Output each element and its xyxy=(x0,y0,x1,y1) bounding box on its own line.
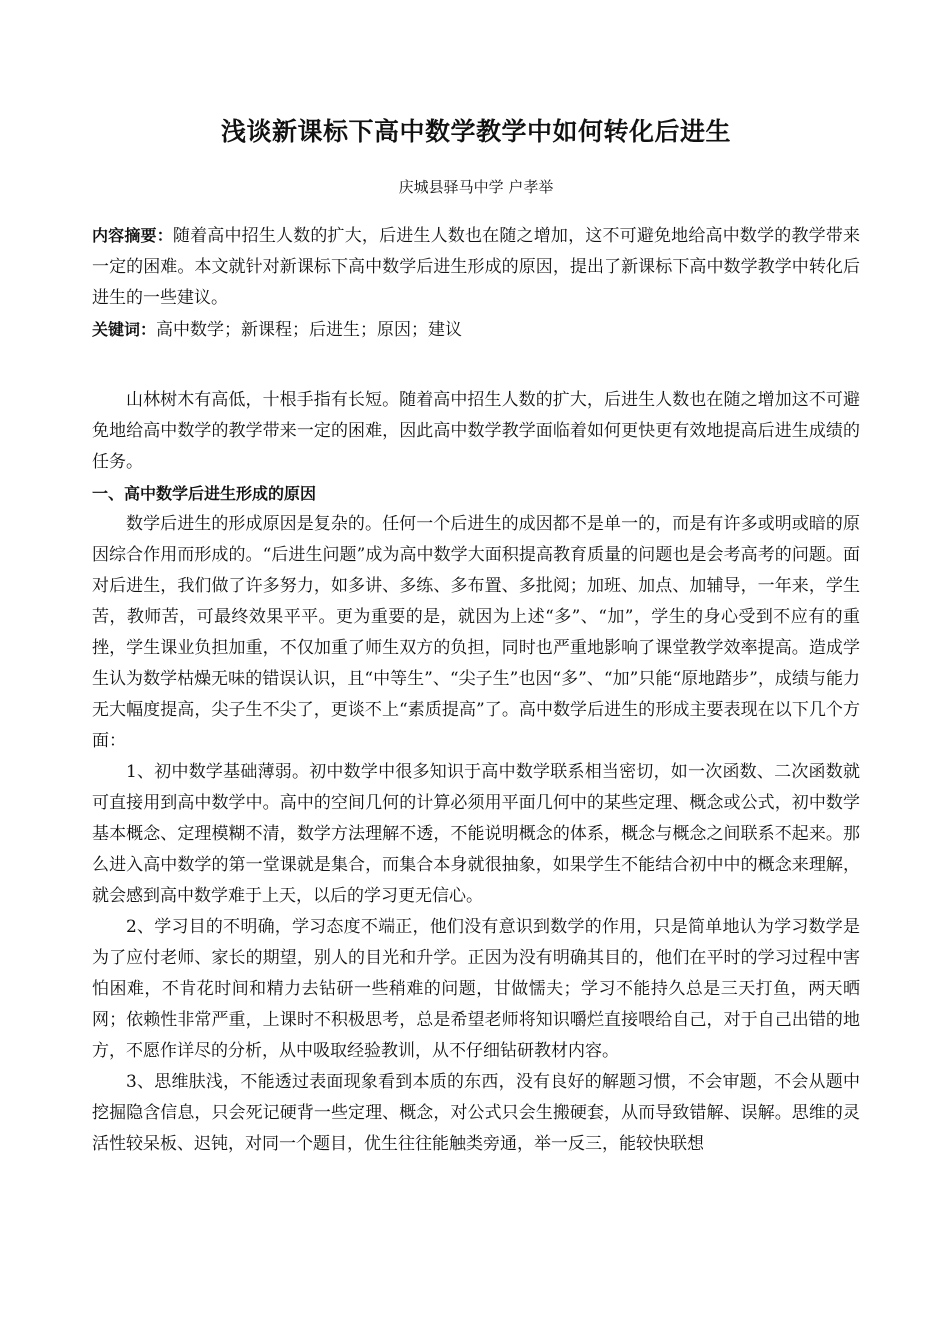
keywords-label: 关键词： xyxy=(92,320,157,339)
document-page xyxy=(92,0,860,1160)
body-paragraph: 2、学习目的不明确，学习态度不端正，他们没有意识到数学的作用，只是简单地认为学习数学是为了应付老师、家长的期望，别人的目光和升学。正因为没有明确其目的，他们在平时的学习过程中害怕困难，不肯花时间和精力去钻研一些稍难的问题，甘做懦夫；学习不能持久总是三天打鱼，两天晒网；依赖性非常严重，上课时不积极思考，总是希望老师将知识嚼烂直接喂给自己，对于自己出错的地方，不愿作详尽的分析，从中吸取经验教训，从不仔细钻研教材内容。 xyxy=(92,917,860,1061)
keywords xyxy=(92,314,860,346)
abstract-text: 随着高中招生人数的扩大，后进生人数也在随之增加，这不可避免地给高中数学的教学带来一定的困难。本文就针对新课标下高中数学后进生形成的原因，提出了新课标下高中数学教学中转化后进生的一些建议。 xyxy=(92,226,860,308)
body-paragraph: 1、初中数学基础薄弱。初中数学中很多知识于高中数学联系相当密切，如一次函数、二次函数就可直接用到高中数学中。高中的空间几何的计算必须用平面几何中的某些定理、概念或公式，初中数学基本概念、定理模糊不清，数学方法理解不透，不能说明概念的体系，概念与概念之间联系不起来。那么进入高中数学的第一堂课就是集合，而集合本身就很抽象，如果学生不能结合初中中的概念来理解，就会感到高中数学难于上天，以后的学习更无信心。 xyxy=(92,762,860,906)
body-paragraph: 3、思维肤浅，不能透过表面现象看到本质的东西，没有良好的解题习惯，不会审题，不会从题中挖掘隐含信息，只会死记硬背一些定理、概念，对公式只会生搬硬套，从而导致错解、误解。思维的灵活性较呆板、迟钝，对同一个题目，优生往往能触类旁通，举一反三，能较快联想 xyxy=(92,1072,860,1154)
keywords-text: 高中数学；新课程；后进生；原因；建议 xyxy=(156,320,463,340)
body-paragraph: 数学后进生的形成原因是复杂的。任何一个后进生的成因都不是单一的，而是有许多或明或暗的原因综合作用而形成的。“后进生问题”成为高中数学大面积提高教育质量的问题也是会考高考的问题。面对后进生，我们做了许多努力，如多讲、多练、多布置、多批阅；加班、加点、加辅导，一年来，学生苦，教师苦，可最终效果平平。更为重要的是，就因为上述“多”、“加”，学生的身心受到不应有的重挫，学生课业负担加重，不仅加重了师生双方的负担，同时也严重地影响了课堂教学效率提高。造成学生认为数学枯燥无味的错误认识，且“中等生”、“尖子生”也因“多”、“加”只能“原地踏步”，成绩与能力无大幅度提高，尖子生不尖了，更谈不上“素质提高”了。高中数学后进生的形成主要表现在以下几个方面： xyxy=(92,514,860,751)
author-line: 庆城县驿马中学 户孝举 xyxy=(398,178,554,196)
intro-paragraph: 山林树木有高低，十根手指有长短。随着高中招生人数的扩大，后进生人数也在随之增加这不可避免地给高中数学的教学带来一定的困难，因此高中数学教学面临着如何更快更有效地提高后进生成绩的任务。 xyxy=(92,390,860,472)
abstract xyxy=(92,220,860,314)
document-title: 浅谈新课标下高中数学教学中如何转化后进生 xyxy=(220,117,731,146)
section-heading: 一、高中数学后进生形成的原因 xyxy=(92,484,317,503)
abstract-label: 内容摘要： xyxy=(92,226,173,245)
